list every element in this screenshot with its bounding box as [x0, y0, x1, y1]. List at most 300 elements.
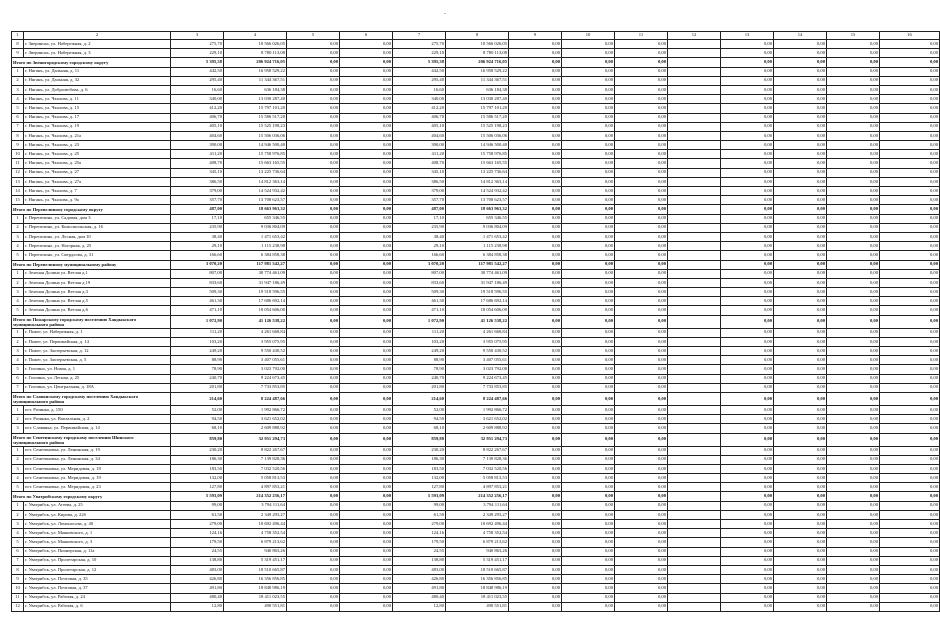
value-cell: 0,00 [721, 547, 774, 556]
value-cell: 0,00 [287, 242, 340, 251]
table-row [12, 483, 940, 492]
address-cell: г. Пожег, ул. Первомайская, д. 14 [24, 337, 171, 346]
value-cell: 0,00 [827, 492, 880, 501]
value-cell: 0,00 [340, 315, 393, 328]
value-cell: 0,00 [880, 492, 940, 501]
value-cell: 0,00 [287, 168, 340, 177]
value-cell: 0,00 [721, 365, 774, 374]
value-cell: 0,00 [774, 347, 827, 356]
value-cell: 4 897 853,21 [224, 483, 287, 492]
value-cell: 52,00 [171, 405, 224, 414]
value-cell: 0,00 [721, 278, 774, 287]
table-row [12, 520, 940, 529]
value-cell: 442,50 [171, 67, 224, 76]
value-cell: 0,00 [340, 356, 393, 365]
table-row [12, 214, 940, 223]
value-cell: 0,00 [340, 520, 393, 529]
value-cell: 0,00 [721, 104, 774, 113]
value-cell: 230,20 [393, 446, 446, 455]
value-cell: 15 663 165,55 [446, 159, 509, 168]
value-cell: 0,00 [880, 141, 940, 150]
value-cell: 0,00 [562, 424, 615, 433]
value-cell: 0,00 [880, 315, 940, 328]
table-row [12, 306, 940, 315]
value-cell: 0,00 [615, 383, 668, 392]
value-cell: 0,00 [287, 297, 340, 306]
value-cell: 0,00 [827, 547, 880, 556]
value-cell: 0,00 [721, 315, 774, 328]
value-cell: 0,00 [827, 297, 880, 306]
value-cell: 0,00 [827, 455, 880, 464]
column-number: 9 [509, 32, 562, 40]
table-row [12, 602, 940, 611]
table-row [12, 131, 940, 140]
value-cell: 0,00 [774, 67, 827, 76]
value-cell: 0,00 [721, 433, 774, 446]
value-cell: 99,00 [171, 501, 224, 510]
value-cell: 0,00 [615, 315, 668, 328]
value-cell: 0,00 [509, 95, 562, 104]
value-cell: 0,00 [509, 464, 562, 473]
value-cell: 99,00 [393, 501, 446, 510]
row-number: 7 [12, 383, 24, 392]
value-cell: 0,00 [509, 474, 562, 483]
value-cell: 0,00 [721, 122, 774, 131]
value-cell: 41 126 538,22 [446, 315, 509, 328]
value-cell: 487,00 [393, 205, 446, 214]
address-cell: г. Перепелино, ул. Нагорная, д. 25 [24, 242, 171, 251]
value-cell: 0,00 [721, 177, 774, 186]
row-number: 4 [12, 529, 24, 538]
row-number: 1 [12, 405, 24, 414]
value-cell: 4 261 668,84 [224, 328, 287, 337]
value-cell [668, 464, 721, 473]
value-cell: 88,90 [171, 356, 224, 365]
address-cell: г. Нягань, ул. Добролюбова, д. 6 [24, 85, 171, 94]
address-cell: г. Гиозино, ул. Новая, д. 1 [24, 365, 171, 374]
value-cell: 0,00 [615, 205, 668, 214]
value-cell: 411,20 [171, 150, 224, 159]
value-cell: 0,00 [880, 122, 940, 131]
value-cell: 0,00 [774, 242, 827, 251]
value-cell [668, 67, 721, 76]
value-cell: 0,00 [827, 593, 880, 602]
value-cell: 0,00 [880, 584, 940, 593]
column-number: 8 [446, 32, 509, 40]
value-cell: 3 023 792,00 [224, 365, 287, 374]
table-row [12, 278, 940, 287]
value-cell: 0,00 [827, 529, 880, 538]
value-cell: 0,00 [287, 538, 340, 547]
value-cell: 0,00 [880, 288, 940, 297]
value-cell: 491,80 [171, 584, 224, 593]
value-cell: 0,00 [615, 95, 668, 104]
value-cell: 0,00 [340, 492, 393, 501]
column-number: 14 [774, 32, 827, 40]
value-cell: 0,00 [615, 232, 668, 241]
value-cell [668, 260, 721, 269]
address-cell: г. Уватрибск, ул. Рабочая, д. 24 [24, 593, 171, 602]
value-cell: 0,00 [615, 251, 668, 260]
value-cell: 0,00 [880, 464, 940, 473]
value-cell: 7 733 853,85 [446, 383, 509, 392]
value-cell [668, 95, 721, 104]
value-cell: 0,00 [721, 205, 774, 214]
value-cell: 0,00 [340, 510, 393, 519]
value-cell: 0,00 [774, 269, 827, 278]
address-cell: г. Зеленая Долина ул. Ветлая д.1 [24, 269, 171, 278]
subtotal-row [12, 492, 940, 501]
value-cell: 0,00 [340, 232, 393, 241]
value-cell: 0,00 [827, 49, 880, 58]
value-cell [668, 593, 721, 602]
value-cell: 4 758 352,54 [446, 529, 509, 538]
value-cell: 0,00 [562, 104, 615, 113]
value-cell: 0,00 [721, 242, 774, 251]
table-row [12, 187, 940, 196]
value-cell [668, 347, 721, 356]
address-cell: г. Уватрибск, ул. Пионерская, д. 11а [24, 547, 171, 556]
value-cell: 0,00 [340, 269, 393, 278]
value-cell: 0,00 [562, 278, 615, 287]
value-cell: 18 054 606,00 [224, 306, 287, 315]
address-cell: г. Перепелино, ул. Свердлова, д. 31 [24, 251, 171, 260]
value-cell: 5 395,38 [171, 58, 224, 67]
table-row [12, 76, 940, 85]
address-cell: г. Гиозино, ул. Лесная, д. 25 [24, 374, 171, 383]
value-cell: 0,00 [562, 501, 615, 510]
value-cell: 0,00 [509, 547, 562, 556]
value-cell: 0,00 [721, 602, 774, 611]
value-cell: 111,20 [171, 328, 224, 337]
value-cell [668, 433, 721, 446]
value-cell: 0,00 [615, 104, 668, 113]
value-cell: 0,00 [880, 260, 940, 269]
value-cell: 0,00 [721, 474, 774, 483]
value-cell [668, 269, 721, 278]
value-cell: 0,00 [340, 565, 393, 574]
value-cell: 0,00 [880, 593, 940, 602]
value-cell: 0,00 [721, 575, 774, 584]
value-cell: 0,00 [721, 328, 774, 337]
value-cell: 18 054 606,00 [446, 306, 509, 315]
value-cell: 483,00 [393, 565, 446, 574]
value-cell: 0,00 [287, 510, 340, 519]
address-cell: г. Нягань, ул. Чкалова, д. 11 [24, 95, 171, 104]
value-cell: 0,00 [562, 177, 615, 186]
value-cell [668, 49, 721, 58]
value-cell: 0,00 [509, 131, 562, 140]
value-cell: 0,00 [287, 547, 340, 556]
value-cell: 0,00 [774, 223, 827, 232]
value-cell: 0,00 [509, 383, 562, 392]
value-cell: 0,00 [340, 131, 393, 140]
value-cell: 0,00 [827, 104, 880, 113]
value-cell: 0,00 [562, 455, 615, 464]
value-cell: 1 471 653,42 [446, 232, 509, 241]
value-cell: 0,00 [774, 150, 827, 159]
value-cell: 0,00 [827, 538, 880, 547]
value-cell [668, 415, 721, 424]
value-cell: 18 510 665,87 [224, 565, 287, 574]
table-row [12, 374, 940, 383]
value-cell: 0,00 [880, 223, 940, 232]
value-cell: 0,00 [340, 278, 393, 287]
value-cell: 0,00 [774, 337, 827, 346]
value-cell: 0,00 [509, 529, 562, 538]
value-cell: 0,00 [562, 260, 615, 269]
value-cell: 0,00 [880, 85, 940, 94]
value-cell: 0,00 [509, 520, 562, 529]
value-cell: 0,00 [721, 501, 774, 510]
value-cell: 636 184,38 [446, 85, 509, 94]
value-cell: 0,00 [509, 584, 562, 593]
value-cell: 340,00 [393, 95, 446, 104]
value-cell: 214,60 [393, 392, 446, 405]
value-cell: 0,00 [880, 278, 940, 287]
value-cell: 0,00 [340, 501, 393, 510]
value-cell: 404,60 [171, 131, 224, 140]
value-cell: 0,00 [721, 538, 774, 547]
column-number: 6 [340, 32, 393, 40]
value-cell: 0,00 [562, 251, 615, 260]
value-cell: 0,00 [287, 159, 340, 168]
value-cell: 0,00 [880, 159, 940, 168]
value-cell: 0,00 [340, 288, 393, 297]
value-cell: 18 663 963,32 [224, 205, 287, 214]
value-cell: 0,00 [774, 177, 827, 186]
value-cell [668, 455, 721, 464]
row-number: 6 [12, 113, 24, 122]
value-cell: 41 126 538,22 [224, 315, 287, 328]
value-cell: 3 621 652,02 [224, 415, 287, 424]
value-cell: 166,60 [171, 251, 224, 260]
value-cell: 0,00 [721, 415, 774, 424]
table-row [12, 328, 940, 337]
value-cell: 1 992 866,72 [224, 405, 287, 414]
table-row [12, 593, 940, 602]
value-cell: 461,30 [171, 297, 224, 306]
table-row [12, 383, 940, 392]
value-cell: 16 958 529,22 [446, 67, 509, 76]
value-cell [668, 168, 721, 177]
value-cell: 0,00 [562, 288, 615, 297]
value-cell: 340,00 [171, 95, 224, 104]
value-cell: 0,00 [721, 455, 774, 464]
value-cell: 0,00 [774, 168, 827, 177]
value-cell [668, 196, 721, 205]
table-row [12, 474, 940, 483]
value-cell: 0,00 [615, 150, 668, 159]
value-cell: 0,00 [287, 315, 340, 328]
value-cell: 0,00 [721, 510, 774, 519]
value-cell: 12,80 [393, 602, 446, 611]
value-cell: 406,70 [171, 113, 224, 122]
row-number: 13 [12, 177, 24, 186]
value-cell: 2 609 888,92 [224, 424, 287, 433]
row-number: 9 [12, 49, 24, 58]
column-number: 4 [224, 32, 287, 40]
value-cell: 0,00 [615, 297, 668, 306]
value-cell: 0,00 [774, 510, 827, 519]
value-cell: 0,00 [509, 187, 562, 196]
value-cell: 0,00 [562, 510, 615, 519]
address-cell: г. Нягань, ул. Чкалова, д. 25а [24, 159, 171, 168]
row-number: 11 [12, 159, 24, 168]
value-cell: 0,00 [827, 424, 880, 433]
value-cell: 0,00 [509, 232, 562, 241]
value-cell: 0,00 [721, 187, 774, 196]
address-cell: г. Нягань, ул. Чкалова, д. 27 [24, 168, 171, 177]
table-row [12, 113, 940, 122]
value-cell: 1 072,90 [393, 315, 446, 328]
value-cell: 0,00 [562, 49, 615, 58]
value-cell [668, 150, 721, 159]
value-cell [668, 223, 721, 232]
value-cell: 0,00 [880, 95, 940, 104]
value-cell: 0,00 [340, 242, 393, 251]
value-cell: 0,00 [880, 415, 940, 424]
value-cell [668, 251, 721, 260]
value-cell: 0,00 [774, 85, 827, 94]
value-cell: 0,00 [880, 474, 940, 483]
value-cell: 0,00 [287, 593, 340, 602]
value-cell: 15 586 517,20 [224, 113, 287, 122]
row-number: 14 [12, 187, 24, 196]
value-cell: 0,00 [615, 58, 668, 67]
value-cell: 5 058 813,53 [446, 474, 509, 483]
row-number: 3 [12, 85, 24, 94]
value-cell: 940 863,26 [446, 547, 509, 556]
value-cell: 0,00 [827, 141, 880, 150]
value-cell: 386,50 [171, 177, 224, 186]
value-cell: 0,00 [880, 520, 940, 529]
value-cell: 0,00 [509, 141, 562, 150]
value-cell: 0,00 [880, 113, 940, 122]
value-cell: 0,00 [721, 347, 774, 356]
value-cell: 0,00 [287, 177, 340, 186]
value-cell: 7 032 520,56 [446, 464, 509, 473]
value-cell: 0,00 [880, 405, 940, 414]
value-cell: 357,70 [393, 196, 446, 205]
value-cell: 0,00 [827, 584, 880, 593]
value-cell: 0,00 [287, 424, 340, 433]
registry-sheet [11, 31, 938, 612]
value-cell: 0,00 [340, 455, 393, 464]
value-cell: 0,00 [827, 76, 880, 85]
value-cell: 214,60 [171, 392, 224, 405]
address-cell: г. Уватрибск, ул. Кирова, д. 22б [24, 510, 171, 519]
value-cell [668, 232, 721, 241]
value-cell: 9 036 804,09 [224, 223, 287, 232]
value-cell: 0,00 [880, 306, 940, 315]
address-cell: г. Зеленая Долина ул. Ветлая д.6 [24, 306, 171, 315]
value-cell: 0,00 [562, 232, 615, 241]
value-cell: 0,00 [287, 95, 340, 104]
value-cell: 0,00 [562, 565, 615, 574]
value-cell: 0,00 [340, 433, 393, 446]
column-number: 2 [24, 32, 171, 40]
value-cell: 9 036 804,09 [446, 223, 509, 232]
table-row [12, 455, 940, 464]
row-number: 2 [12, 223, 24, 232]
address-cell: г. Нягань, ул. Дальняя, д. 11 [24, 67, 171, 76]
address-cell: пгт. Сенетиновка, ул. Меридовая, д. 19 [24, 474, 171, 483]
row-number: 3 [12, 347, 24, 356]
table-row [12, 49, 940, 58]
value-cell: 426,80 [171, 575, 224, 584]
value-cell: 0,00 [827, 602, 880, 611]
value-cell: 0,00 [880, 483, 940, 492]
value-cell: 0,00 [509, 278, 562, 287]
value-cell: 0,00 [774, 584, 827, 593]
row-number: 2 [12, 337, 24, 346]
value-cell [668, 446, 721, 455]
value-cell: 17 686 692,14 [224, 297, 287, 306]
value-cell: 0,00 [509, 214, 562, 223]
value-cell: 295,40 [393, 76, 446, 85]
value-cell: 0,00 [509, 122, 562, 131]
value-cell: 16 356 856,85 [224, 575, 287, 584]
value-cell: 0,00 [615, 328, 668, 337]
address-cell: г. Зверинска, ул. Набережная, д. 2 [24, 40, 171, 49]
address-cell: г. Уватрибск, ул. Маяковского, д. 1 [24, 529, 171, 538]
value-cell: 0,00 [287, 49, 340, 58]
row-number: 8 [12, 40, 24, 49]
value-cell: 0,00 [774, 415, 827, 424]
value-cell: 0,00 [509, 269, 562, 278]
value-cell: 0,00 [509, 40, 562, 49]
value-cell [668, 205, 721, 214]
value-cell: 0,00 [774, 159, 827, 168]
table-row [12, 556, 940, 565]
address-cell: г. Нягань, ул. Чкалова, д. 19 [24, 122, 171, 131]
value-cell: 0,00 [509, 446, 562, 455]
value-cell: 0,00 [880, 337, 940, 346]
table-row [12, 95, 940, 104]
value-cell: 0,00 [880, 67, 940, 76]
value-cell: 214 352 256,17 [446, 492, 509, 501]
address-cell: г. Нягань, ул. Чкалова, д. 9а [24, 196, 171, 205]
address-cell: г. Нягань, ул. Чкалова, д. 21а [24, 131, 171, 140]
value-cell: 0,00 [615, 374, 668, 383]
value-cell: 0,00 [880, 168, 940, 177]
value-cell: 480,40 [171, 593, 224, 602]
value-cell: 0,00 [880, 365, 940, 374]
value-cell: 0,00 [827, 214, 880, 223]
value-cell: 214 352 256,17 [224, 492, 287, 501]
value-cell: 206 924 716,05 [224, 58, 287, 67]
value-cell: 13 708 623,57 [446, 196, 509, 205]
value-cell: 0,00 [880, 40, 940, 49]
value-cell: 0,00 [562, 76, 615, 85]
value-cell [668, 483, 721, 492]
address-cell: г. Нягань, ул. Чкалова, д. 27а [24, 177, 171, 186]
value-cell: 0,00 [287, 141, 340, 150]
value-cell: 0,00 [827, 122, 880, 131]
value-cell: 68,10 [393, 424, 446, 433]
value-cell: 0,00 [880, 196, 940, 205]
value-cell: 4 897 853,21 [446, 483, 509, 492]
value-cell: 0,00 [509, 297, 562, 306]
value-cell: 0,00 [880, 49, 940, 58]
value-cell: 88,90 [393, 356, 446, 365]
value-cell: 0,00 [562, 584, 615, 593]
value-cell: 859,80 [393, 433, 446, 446]
value-cell: 0,00 [340, 251, 393, 260]
value-cell: 0,00 [287, 131, 340, 140]
value-cell: 0,00 [774, 205, 827, 214]
